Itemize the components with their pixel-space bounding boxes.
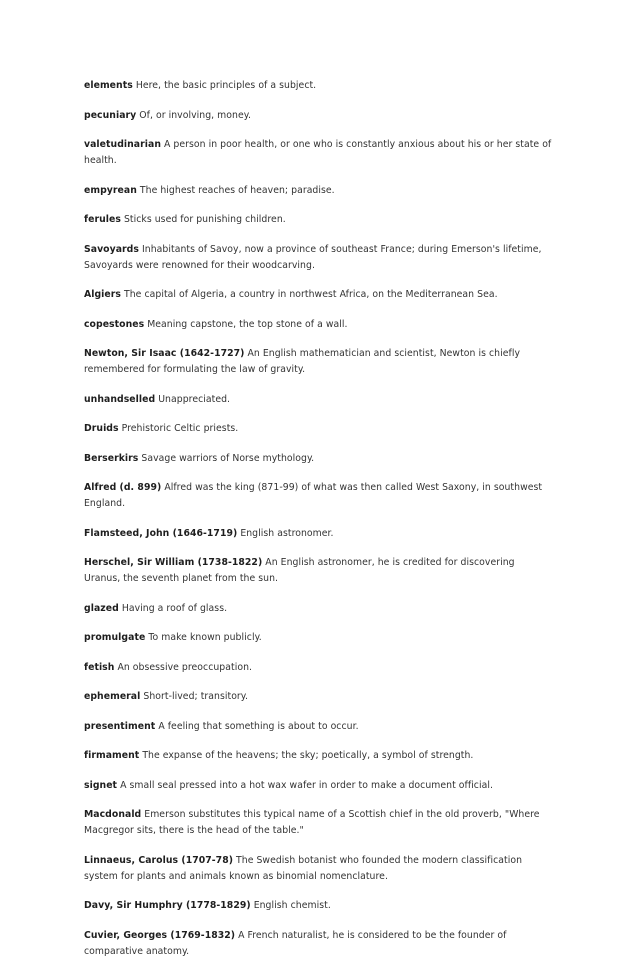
- glossary-definition: To make known publicly.: [148, 632, 262, 643]
- glossary-term: glazed: [84, 602, 119, 614]
- glossary-entry: [84, 242, 552, 274]
- glossary-term: Davy, Sir Humphry (1778-1829): [84, 900, 251, 911]
- glossary-definition: Inhabitants of Savoy, now a province of southeast France; during Emerson's lifetime, Savoyards were renowned for their woodcarving.: [84, 243, 542, 271]
- glossary-definition: The Swedish botanist who founded the modern classification system for plants and animals known as binomial nomenclature.: [84, 854, 523, 882]
- glossary-definition: Sticks used for punishing children.: [123, 214, 286, 225]
- glossary-entry: [84, 137, 552, 169]
- glossary-entry: [84, 317, 552, 333]
- glossary-definition: Here, the basic principles of a subject.: [135, 80, 317, 91]
- glossary-term: valetudinarian: [84, 139, 161, 150]
- glossary-term: firmament: [84, 750, 140, 761]
- glossary-term: Berserkirs: [84, 452, 139, 464]
- glossary-entry: [84, 928, 552, 960]
- glossary-entry: [84, 212, 552, 228]
- glossary-term: empyrean: [84, 184, 137, 196]
- glossary-entry: [84, 183, 552, 199]
- glossary-entry: [84, 601, 552, 617]
- glossary-term: Druids: [84, 423, 119, 434]
- glossary-term: Linnaeus, Carolus (1707-78): [84, 854, 234, 866]
- glossary-definition: An obsessive preoccupation.: [117, 661, 253, 673]
- glossary-definition: A small seal pressed into a hot wax wafer in order to make a document official.: [120, 779, 493, 791]
- glossary-term: Herschel, Sir William (1738-1822): [84, 557, 263, 568]
- glossary-term: unhandselled: [84, 393, 156, 405]
- glossary-definition: Emerson substitutes this typical name of a Scottish chief in the old proverb, "Where Macgregor sits, there is the head of the table.": [84, 809, 540, 836]
- glossary-entry: [84, 392, 552, 408]
- glossary-definition: Of, or involving, money.: [139, 109, 251, 121]
- glossary-entry: [84, 421, 552, 437]
- glossary-term: presentiment: [84, 720, 156, 732]
- glossary-term: Algiers: [84, 289, 121, 300]
- glossary-definition: A feeling that something is about to occur.: [158, 720, 359, 732]
- glossary-term: Flamsteed, John (1646-1719): [84, 527, 238, 539]
- glossary-entry: [84, 451, 552, 467]
- glossary-definition: Unappreciated.: [158, 393, 231, 405]
- glossary-term: ephemeral: [84, 691, 141, 702]
- glossary-definition: The capital of Algeria, a country in northwest Africa, on the Mediterranean Sea.: [124, 289, 498, 300]
- glossary-definition: A French naturalist, he is considered to be the founder of comparative anatomy.: [84, 929, 507, 957]
- glossary-definition: Savage warriors of Norse mythology.: [141, 452, 315, 464]
- glossary-entry: [84, 108, 552, 124]
- glossary-term: Alfred (d. 899): [84, 482, 162, 493]
- glossary-entry: [84, 78, 552, 94]
- glossary-definition: Alfred was the king (871-99) of what was then called West Saxony, in southwest England.: [84, 482, 543, 509]
- glossary-entry: [84, 555, 552, 587]
- glossary-definition: A person in poor health, or one who is constantly anxious about his or her state of health.: [84, 139, 552, 166]
- glossary-definition: An English astronomer, he is credited for discovering Uranus, the seventh planet from the sun.: [84, 557, 515, 584]
- glossary-term: ferules: [84, 214, 121, 225]
- glossary-entry: [84, 719, 552, 735]
- glossary-entry: [84, 526, 552, 542]
- glossary-definition: An English mathematician and scientist, Newton is chiefly remembered for formulating the law of gravity.: [84, 348, 521, 375]
- glossary-term: signet: [84, 779, 118, 791]
- glossary-entry: [84, 660, 552, 676]
- glossary-entry: [84, 346, 552, 378]
- glossary-definition: Prehistoric Celtic priests.: [121, 423, 239, 434]
- glossary-entry: [84, 778, 552, 794]
- glossary-term: pecuniary: [84, 109, 137, 121]
- glossary-term: fetish: [84, 661, 115, 673]
- glossary-term: elements: [84, 80, 133, 91]
- glossary-definition: The expanse of the heavens; the sky; poetically, a symbol of strength.: [142, 750, 474, 761]
- glossary-definition: Meaning capstone, the top stone of a wall.: [147, 318, 348, 330]
- glossary-entry: [84, 898, 552, 914]
- glossary-entry: [84, 748, 552, 764]
- glossary-definition: English astronomer.: [240, 527, 334, 539]
- glossary-entry: [84, 630, 552, 646]
- glossary-definition: Short-lived; transitory.: [143, 691, 249, 702]
- glossary-entry: [84, 480, 552, 512]
- glossary-term: Savoyards: [84, 243, 139, 255]
- glossary-entry: [84, 287, 552, 303]
- glossary-term: Cuvier, Georges (1769-1832): [84, 929, 236, 941]
- glossary-entry: [84, 853, 552, 885]
- glossary-term: Macdonald: [84, 809, 142, 820]
- glossary-definition: English chemist.: [253, 900, 331, 911]
- glossary-term: copestones: [84, 318, 145, 330]
- glossary-term: promulgate: [84, 632, 146, 643]
- glossary-entry: [84, 807, 552, 839]
- glossary-term: Newton, Sir Isaac (1642-1727): [84, 348, 245, 359]
- glossary-page: [84, 78, 552, 973]
- glossary-entry: [84, 689, 552, 705]
- glossary-definition: The highest reaches of heaven; paradise.: [139, 184, 335, 196]
- glossary-definition: Having a roof of glass.: [121, 602, 228, 614]
